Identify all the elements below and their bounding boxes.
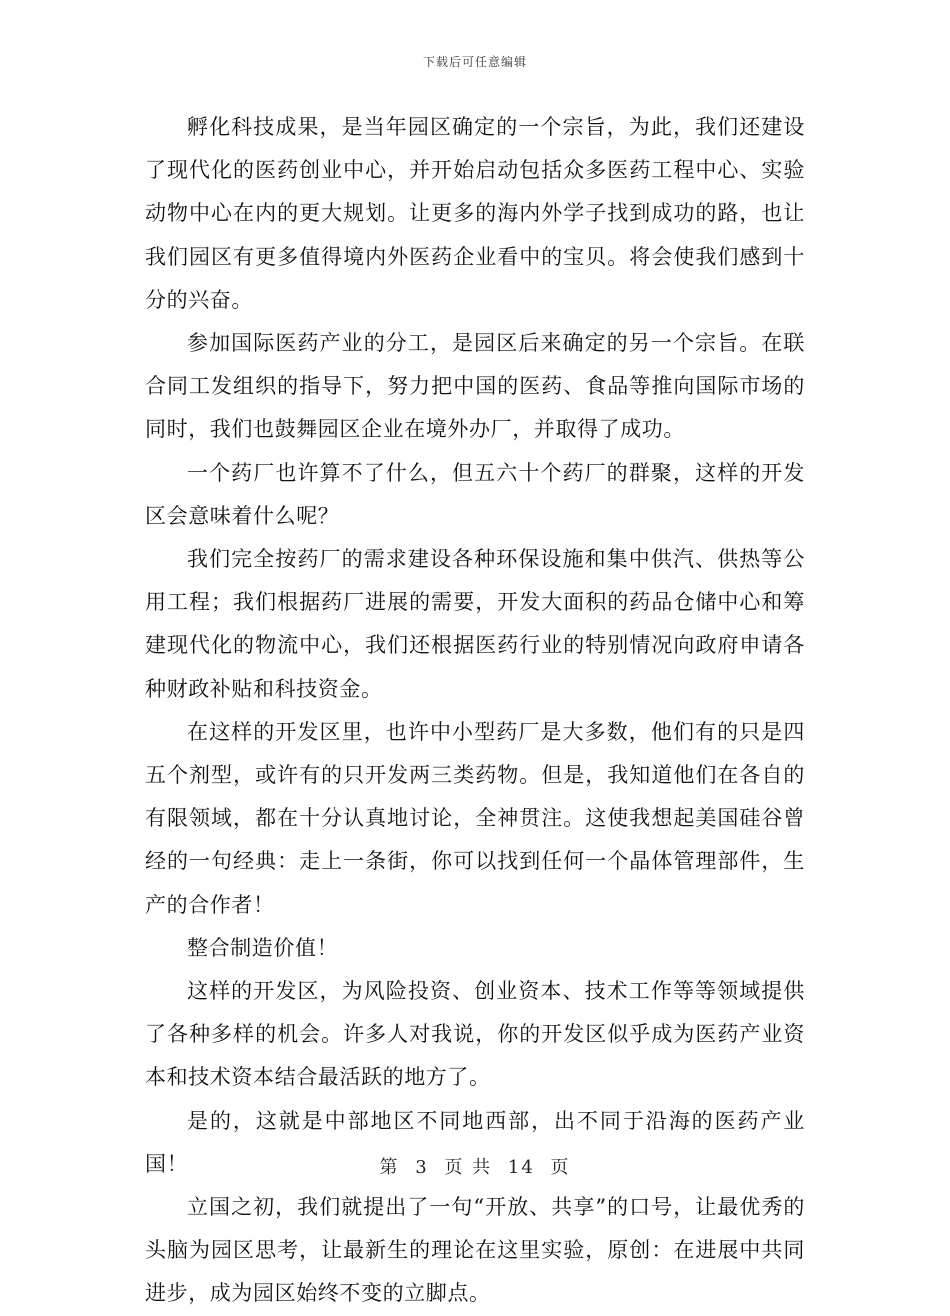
paragraph: 我们完全按药厂的需求建设各种环保设施和集中供汽、供热等公用工程；我们根据药厂进展的需要，开发大面积的药品仓储中心和筹建现代化的物流中心，我们还根据医药行业的特别情况向政府申请各种财政补贴和科技资金。 [145,547,805,701]
paragraph: 孵化科技成果，是当年园区确定的一个宗旨，为此，我们还建设了现代化的医药创业中心，并开始启动包括众多医药工程中心、实验动物中心在内的更大规划。让更多的海内外学子找到成功的路，也让我们园区有更多值得境内外医药企业看中的宝贝。将会使我们感到十分的兴奋。 [145,115,805,312]
paragraph: 整合制造价值！ [187,935,339,960]
page-header: 下载后可任意编辑 [422,55,527,69]
paragraph: 立国之初，我们就提出了一句“开放、共享”的口号，让最优秀的头脑为园区思考，让最新生的理论在这里实验，原创：在进展中共同进步，成为园区始终不变的立脚点。 [145,1195,805,1306]
paragraph: 一个药厂也许算不了什么，但五六十个药厂的群聚，这样的开发区会意味着什么呢？ [145,460,805,528]
paragraph: 是的，这就是中部地区不同地西部，出不同于沿海的医药产业国！ [145,1108,805,1176]
page-label-suffix: 页 [550,1157,571,1178]
paragraph: 参加国际医药产业的分工，是园区后来确定的另一个宗旨。在联合同工发组织的指导下，努力把中国的医药、食品等推向国际市场的同时，我们也鼓舞园区企业在境外办厂，并取得了成功。 [145,331,805,442]
page-label-prefix: 第 [379,1157,400,1178]
page-footer [0,1153,950,1179]
page-label-mid: 页 共 [444,1157,493,1178]
paragraph: 在这样的开发区里，也许中小型药厂是大多数，他们有的只是四五个剂型，或许有的只开发两三类药物。但是，我知道他们在各自的有限领域，都在十分认真地讨论，全神贯注。这使我想起美国硅谷曾经的一句经典：走上一条街，你可以找到任何一个晶体管理部件，生产的合作者！ [145,719,805,917]
current-page-number: 3 [415,1157,429,1178]
total-pages-number: 14 [507,1157,535,1178]
document-body [145,106,805,1316]
paragraph: 这样的开发区，为风险投资、创业资本、技术工作等等领域提供了各种多样的机会。许多人对我说，你的开发区似乎成为医药产业资本和技术资本结合最活跃的地方了。 [145,979,805,1090]
